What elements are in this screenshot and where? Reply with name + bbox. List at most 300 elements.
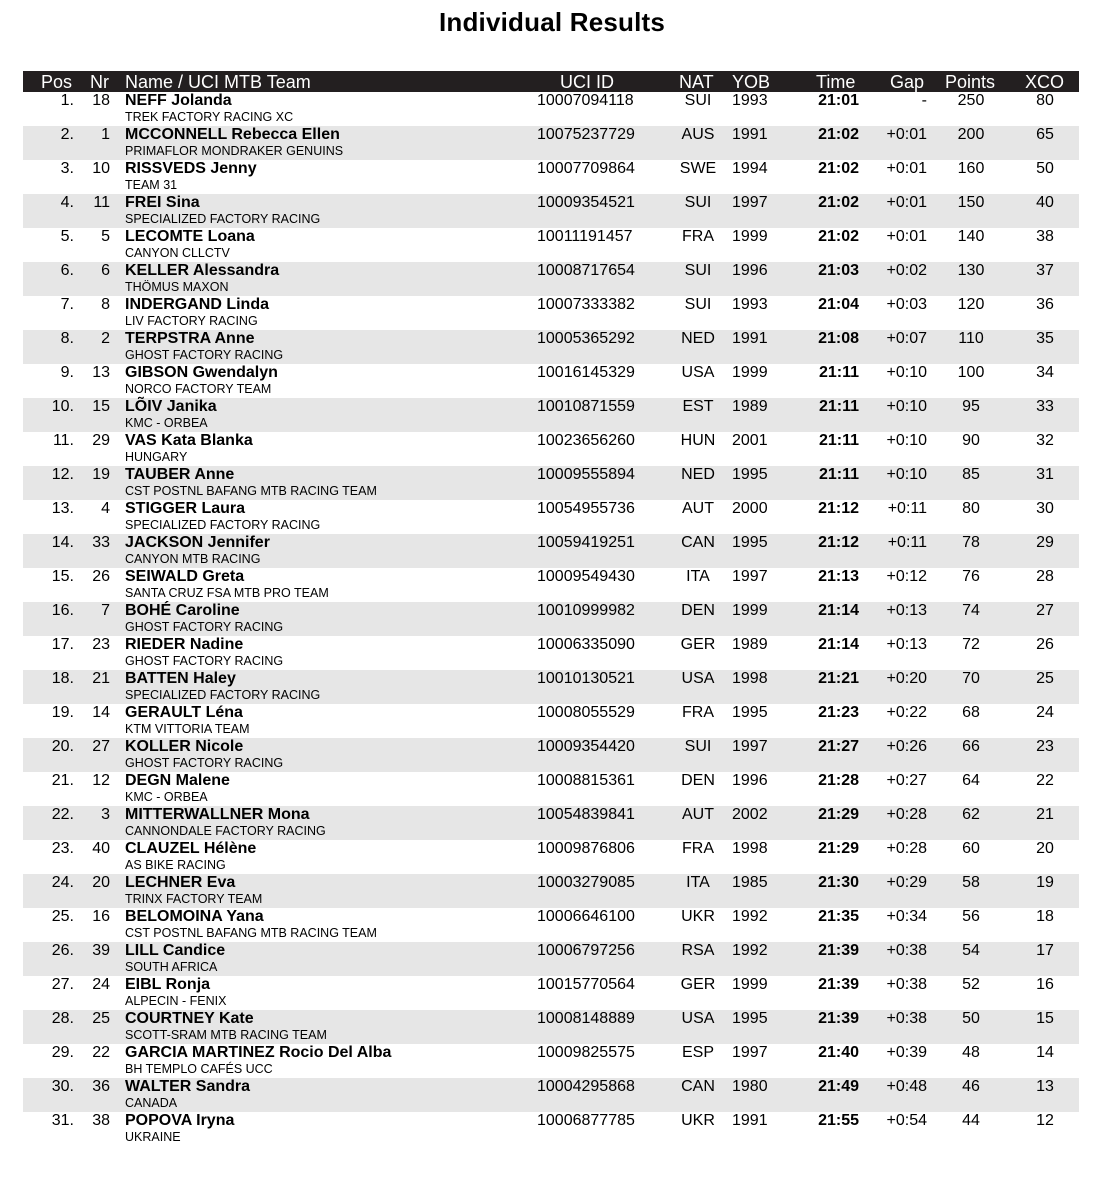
finish-time: 21:12: [818, 500, 859, 517]
points: 74: [962, 602, 980, 619]
year-of-birth: 1999: [732, 364, 768, 381]
xco-points: 24: [1036, 704, 1054, 721]
bib-number: 19: [92, 466, 110, 483]
rider-name: RIEDER Nadine: [125, 636, 244, 653]
position: 28.: [51, 1010, 74, 1027]
position: 19.: [51, 704, 74, 721]
rider-name: GARCIA MARTINEZ Rocio Del Alba: [125, 1044, 392, 1061]
position: 1.: [60, 92, 74, 109]
table-row: [23, 636, 1079, 670]
team-name: SCOTT-SRAM MTB RACING TEAM: [125, 1028, 327, 1042]
bib-number: 38: [92, 1112, 110, 1129]
bib-number: 16: [92, 908, 110, 925]
xco-points: 35: [1036, 330, 1054, 347]
points: 160: [957, 160, 985, 177]
bib-number: 12: [92, 772, 110, 789]
time-gap: +0:02: [886, 262, 927, 279]
finish-time: 21:23: [818, 704, 859, 721]
uci-id: 10054955736: [537, 500, 635, 517]
xco-points: 12: [1036, 1112, 1054, 1129]
header-nr: Nr: [90, 72, 109, 92]
xco-points: 33: [1036, 398, 1054, 415]
year-of-birth: 1992: [732, 942, 768, 959]
nationality: SWE: [679, 160, 717, 177]
uci-id: 10010130521: [537, 670, 635, 687]
nationality: USA: [681, 364, 715, 381]
nationality: CAN: [681, 534, 715, 551]
time-gap: +0:01: [886, 126, 927, 143]
header-name: Name / UCI MTB Team: [125, 72, 311, 92]
bib-number: 26: [92, 568, 110, 585]
team-name: TREK FACTORY RACING XC: [125, 110, 294, 124]
uci-id: 10009354521: [537, 194, 635, 211]
page-title: Individual Results: [438, 7, 666, 37]
position: 9.: [60, 364, 74, 381]
xco-points: 21: [1036, 806, 1054, 823]
year-of-birth: 1991: [732, 330, 768, 347]
points: 64: [962, 772, 980, 789]
xco-points: 23: [1036, 738, 1054, 755]
finish-time: 21:40: [818, 1044, 859, 1061]
points: 85: [962, 466, 980, 483]
time-gap: +0:12: [886, 568, 927, 585]
bib-number: 3: [101, 806, 110, 823]
position: 12.: [51, 466, 74, 483]
rider-name: CLAUZEL Hélène: [125, 840, 257, 857]
nationality: SUI: [684, 194, 712, 211]
points: 130: [957, 262, 985, 279]
finish-time: 21:02: [818, 126, 859, 143]
xco-points: 25: [1036, 670, 1054, 687]
nationality: UKR: [681, 908, 715, 925]
nationality: FRA: [682, 704, 714, 721]
year-of-birth: 1993: [732, 92, 768, 109]
team-name: CST POSTNL BAFANG MTB RACING TEAM: [125, 484, 377, 498]
team-name: SOUTH AFRICA: [125, 960, 218, 974]
time-gap: +0:11: [887, 534, 927, 551]
team-name: SPECIALIZED FACTORY RACING: [125, 518, 321, 532]
year-of-birth: 1989: [732, 636, 768, 653]
bib-number: 23: [92, 636, 110, 653]
rider-name: POPOVA Iryna: [125, 1112, 235, 1129]
uci-id: 10007094118: [537, 92, 634, 109]
xco-points: 16: [1036, 976, 1054, 993]
finish-time: 21:04: [818, 296, 859, 313]
points: 95: [962, 398, 980, 415]
uci-id: 10006797256: [537, 942, 635, 959]
finish-time: 21:12: [818, 534, 859, 551]
team-name: KMC - ORBEA: [125, 790, 208, 804]
table-body: [23, 92, 1079, 1146]
table-row: [23, 1078, 1079, 1112]
table-row: [23, 976, 1079, 1010]
team-name: BH TEMPLO CAFÉS UCC: [125, 1062, 273, 1076]
bib-number: 27: [92, 738, 110, 755]
position: 16.: [51, 602, 74, 619]
xco-points: 40: [1036, 194, 1054, 211]
xco-points: 31: [1036, 466, 1054, 483]
rider-name: MCCONNELL Rebecca Ellen: [125, 126, 340, 143]
nationality: NED: [681, 466, 715, 483]
points: 66: [962, 738, 980, 755]
position: 30.: [51, 1078, 74, 1095]
points: 76: [962, 568, 980, 585]
points: 52: [962, 976, 980, 993]
position: 2.: [60, 126, 74, 143]
year-of-birth: 1997: [732, 568, 768, 585]
xco-points: 50: [1036, 160, 1054, 177]
team-name: GHOST FACTORY RACING: [125, 654, 284, 668]
team-name: TRINX FACTORY TEAM: [125, 892, 263, 906]
position: 15.: [51, 568, 74, 585]
position: 18.: [51, 670, 74, 687]
finish-time: 21:39: [818, 942, 859, 959]
team-name: SPECIALIZED FACTORY RACING: [125, 688, 321, 702]
team-name: CANYON MTB RACING: [125, 552, 261, 566]
uci-id: 10008055529: [537, 704, 635, 721]
finish-time: 21:08: [818, 330, 859, 347]
year-of-birth: 1992: [732, 908, 768, 925]
finish-time: 21:29: [818, 806, 859, 823]
team-name: THÖMUS MAXON: [125, 280, 229, 294]
xco-points: 36: [1036, 296, 1054, 313]
nationality: CAN: [681, 1078, 715, 1095]
xco-points: 38: [1036, 228, 1054, 245]
finish-time: 21:11: [818, 364, 859, 381]
rider-name: BATTEN Haley: [125, 670, 236, 687]
finish-time: 21:39: [818, 976, 859, 993]
table-row: [23, 534, 1079, 568]
finish-time: 21:11: [818, 466, 859, 483]
team-name: KMC - ORBEA: [125, 416, 208, 430]
team-name: HUNGARY: [125, 450, 188, 464]
position: 7.: [60, 296, 74, 313]
points: 90: [962, 432, 980, 449]
points: 110: [958, 330, 984, 347]
table-row: [23, 228, 1079, 262]
team-name: ALPECIN - FENIX: [125, 994, 227, 1008]
position: 25.: [51, 908, 74, 925]
team-name: GHOST FACTORY RACING: [125, 756, 284, 770]
team-name: CST POSTNL BAFANG MTB RACING TEAM: [125, 926, 377, 940]
table-header: [23, 71, 1079, 92]
points: 54: [962, 942, 980, 959]
header-pos: Pos: [41, 72, 73, 92]
header-time: Time: [816, 72, 856, 92]
table-row: [23, 1112, 1079, 1146]
year-of-birth: 1989: [732, 398, 768, 415]
rider-name: RISSVEDS Jenny: [125, 160, 257, 177]
bib-number: 39: [92, 942, 110, 959]
nationality: AUS: [681, 126, 715, 143]
position: 31.: [51, 1112, 74, 1129]
uci-id: 10004295868: [537, 1078, 635, 1095]
team-name: CANYON CLLCTV: [125, 246, 230, 260]
year-of-birth: 1991: [732, 1112, 768, 1129]
finish-time: 21:27: [818, 738, 859, 755]
bib-number: 10: [92, 160, 110, 177]
table-row: [23, 1010, 1079, 1044]
points: 62: [962, 806, 980, 823]
table-row: [23, 1044, 1079, 1078]
points: 140: [957, 228, 985, 245]
bib-number: 24: [92, 976, 110, 993]
xco-points: 27: [1036, 602, 1054, 619]
table-row: [23, 500, 1079, 534]
time-gap: +0:26: [886, 738, 927, 755]
finish-time: 21:30: [818, 874, 859, 891]
points: 200: [957, 126, 985, 143]
points: 60: [962, 840, 980, 857]
results-table: [23, 71, 1079, 1146]
table-row: [23, 874, 1079, 908]
table-row: [23, 670, 1079, 704]
bib-number: 21: [92, 670, 110, 687]
position: 21.: [51, 772, 74, 789]
finish-time: 21:28: [818, 772, 859, 789]
time-gap: +0:10: [886, 466, 927, 483]
time-gap: +0:48: [886, 1078, 927, 1095]
position: 29.: [51, 1044, 74, 1061]
rider-name: NEFF Jolanda: [125, 92, 232, 109]
year-of-birth: 2000: [732, 500, 768, 517]
finish-time: 21:03: [818, 262, 859, 279]
points: 44: [962, 1112, 980, 1129]
nationality: GER: [680, 976, 716, 993]
position: 27.: [51, 976, 74, 993]
nationality: HUN: [680, 432, 716, 449]
xco-points: 20: [1036, 840, 1054, 857]
bib-number: 25: [92, 1010, 110, 1027]
time-gap: +0:34: [886, 908, 927, 925]
time-gap: +0:39: [886, 1044, 927, 1061]
finish-time: 21:21: [818, 670, 859, 687]
bib-number: 13: [92, 364, 110, 381]
time-gap: +0:13: [886, 602, 927, 619]
header-gap: Gap: [890, 72, 925, 92]
nationality: RSA: [681, 942, 715, 959]
uci-id: 10006877785: [537, 1112, 635, 1129]
rider-name: TERPSTRA Anne: [125, 330, 255, 347]
team-name: LIV FACTORY RACING: [125, 314, 258, 328]
position: 20.: [51, 738, 74, 755]
time-gap: +0:11: [887, 500, 927, 517]
finish-time: 21:49: [818, 1078, 859, 1095]
uci-id: 10003279085: [537, 874, 635, 891]
finish-time: 21:55: [818, 1112, 859, 1129]
points: 68: [962, 704, 980, 721]
finish-time: 21:02: [818, 160, 859, 177]
nationality: SUI: [684, 262, 712, 279]
team-name: SANTA CRUZ FSA MTB PRO TEAM: [125, 586, 329, 600]
uci-id: 10009549430: [537, 568, 635, 585]
rider-name: JACKSON Jennifer: [125, 534, 270, 551]
bib-number: 15: [92, 398, 110, 415]
time-gap: +0:01: [886, 160, 927, 177]
year-of-birth: 2002: [732, 806, 768, 823]
xco-points: 18: [1036, 908, 1054, 925]
nationality: SUI: [684, 296, 712, 313]
time-gap: +0:22: [886, 704, 927, 721]
uci-id: 10009354420: [537, 738, 635, 755]
bib-number: 1: [101, 126, 110, 143]
year-of-birth: 1995: [732, 1010, 768, 1027]
year-of-birth: 1999: [732, 976, 768, 993]
bib-number: 6: [101, 262, 110, 279]
xco-points: 15: [1036, 1010, 1054, 1027]
bib-number: 7: [101, 602, 110, 619]
rider-name: LECHNER Eva: [125, 874, 236, 891]
team-name: NORCO FACTORY TEAM: [125, 382, 272, 396]
time-gap: +0:28: [886, 840, 927, 857]
year-of-birth: 1993: [732, 296, 768, 313]
uci-id: 10008148889: [537, 1010, 635, 1027]
nationality: GER: [680, 636, 716, 653]
time-gap: +0:03: [886, 296, 927, 313]
bib-number: 11: [93, 194, 110, 211]
rider-name: LECOMTE Loana: [125, 228, 255, 245]
finish-time: 21:11: [818, 398, 859, 415]
table-row: [23, 364, 1079, 398]
finish-time: 21:35: [818, 908, 859, 925]
year-of-birth: 1998: [732, 670, 768, 687]
team-name: UKRAINE: [125, 1130, 181, 1144]
table-row: [23, 92, 1079, 126]
uci-id: 10075237729: [537, 126, 635, 143]
table-row: [23, 568, 1079, 602]
time-gap: +0:01: [886, 228, 927, 245]
points: 100: [957, 364, 985, 381]
rider-name: INDERGAND Linda: [125, 296, 269, 313]
bib-number: 8: [101, 296, 110, 313]
team-name: CANADA: [125, 1096, 178, 1110]
finish-time: 21:14: [818, 636, 859, 653]
nationality: ESP: [681, 1044, 714, 1061]
nationality: SUI: [684, 738, 712, 755]
team-name: KTM VITTORIA TEAM: [125, 722, 250, 736]
team-name: GHOST FACTORY RACING: [125, 620, 284, 634]
table-row: [23, 908, 1079, 942]
rider-name: FREI Sina: [125, 194, 200, 211]
points: 120: [957, 296, 985, 313]
points: 70: [962, 670, 980, 687]
uci-id: 10005365292: [537, 330, 635, 347]
xco-points: 19: [1036, 874, 1054, 891]
points: 78: [962, 534, 980, 551]
uci-id: 10010999982: [537, 602, 635, 619]
table-row: [23, 840, 1079, 874]
rider-name: GIBSON Gwendalyn: [125, 364, 278, 381]
uci-id: 10054839841: [537, 806, 635, 823]
time-gap: +0:38: [886, 942, 927, 959]
time-gap: +0:10: [886, 398, 927, 415]
uci-id: 10009825575: [537, 1044, 635, 1061]
nationality: SUI: [684, 92, 712, 109]
finish-time: 21:11: [818, 432, 859, 449]
year-of-birth: 1997: [732, 738, 768, 755]
xco-points: 32: [1036, 432, 1054, 449]
table-row: [23, 194, 1079, 228]
time-gap: +0:13: [886, 636, 927, 653]
year-of-birth: 1997: [732, 1044, 768, 1061]
header-yob: YOB: [732, 72, 771, 92]
table-row: [23, 160, 1079, 194]
uci-id: 10008717654: [537, 262, 635, 279]
finish-time: 21:02: [818, 194, 859, 211]
uci-id: 10007333382: [537, 296, 635, 313]
table-row: [23, 432, 1079, 466]
uci-id: 10009555894: [537, 466, 635, 483]
position: 23.: [51, 840, 74, 857]
table-row: [23, 126, 1079, 160]
xco-points: 80: [1036, 92, 1054, 109]
rider-name: WALTER Sandra: [125, 1078, 251, 1095]
year-of-birth: 1980: [732, 1078, 768, 1095]
table-row: [23, 806, 1079, 840]
table-row: [23, 942, 1079, 976]
points: 46: [962, 1078, 980, 1095]
table-row: [23, 262, 1079, 296]
bib-number: 36: [92, 1078, 110, 1095]
header-nat: NAT: [679, 72, 714, 92]
rider-name: TAUBER Anne: [125, 466, 235, 483]
uci-id: 10011191457: [537, 228, 633, 245]
position: 3.: [60, 160, 74, 177]
time-gap: +0:01: [886, 194, 927, 211]
year-of-birth: 1997: [732, 194, 768, 211]
position: 4.: [60, 194, 74, 211]
bib-number: 20: [92, 874, 110, 891]
xco-points: 28: [1036, 568, 1054, 585]
nationality: USA: [681, 670, 715, 687]
header-xco: XCO: [1025, 72, 1065, 92]
time-gap: +0:29: [886, 874, 927, 891]
table-row: [23, 602, 1079, 636]
position: 6.: [60, 262, 74, 279]
bib-number: 40: [92, 840, 110, 857]
time-gap: +0:10: [886, 432, 927, 449]
position: 14.: [51, 534, 74, 551]
finish-time: 21:01: [818, 92, 859, 109]
finish-time: 21:13: [818, 568, 859, 585]
uci-id: 10009876806: [537, 840, 635, 857]
points: 72: [962, 636, 980, 653]
year-of-birth: 1998: [732, 840, 768, 857]
year-of-birth: 1996: [732, 772, 768, 789]
uci-id: 10006335090: [537, 636, 635, 653]
team-name: TEAM 31: [125, 178, 178, 192]
table-row: [23, 738, 1079, 772]
rider-name: LILL Candice: [125, 942, 226, 959]
nationality: FRA: [682, 228, 714, 245]
bib-number: 4: [101, 500, 110, 517]
uci-id: 10006646100: [537, 908, 635, 925]
xco-points: 13: [1036, 1078, 1054, 1095]
bib-number: 14: [92, 704, 110, 721]
rider-name: SEIWALD Greta: [125, 568, 245, 585]
xco-points: 26: [1036, 636, 1054, 653]
year-of-birth: 1995: [732, 704, 768, 721]
uci-id: 10059419251: [537, 534, 635, 551]
points: 250: [957, 92, 985, 109]
bib-number: 18: [92, 92, 110, 109]
position: 10.: [51, 398, 74, 415]
time-gap: +0:38: [886, 1010, 927, 1027]
finish-time: 21:29: [818, 840, 859, 857]
points: 50: [962, 1010, 980, 1027]
header-uci-id: UCI ID: [560, 72, 614, 92]
time-gap: +0:38: [886, 976, 927, 993]
